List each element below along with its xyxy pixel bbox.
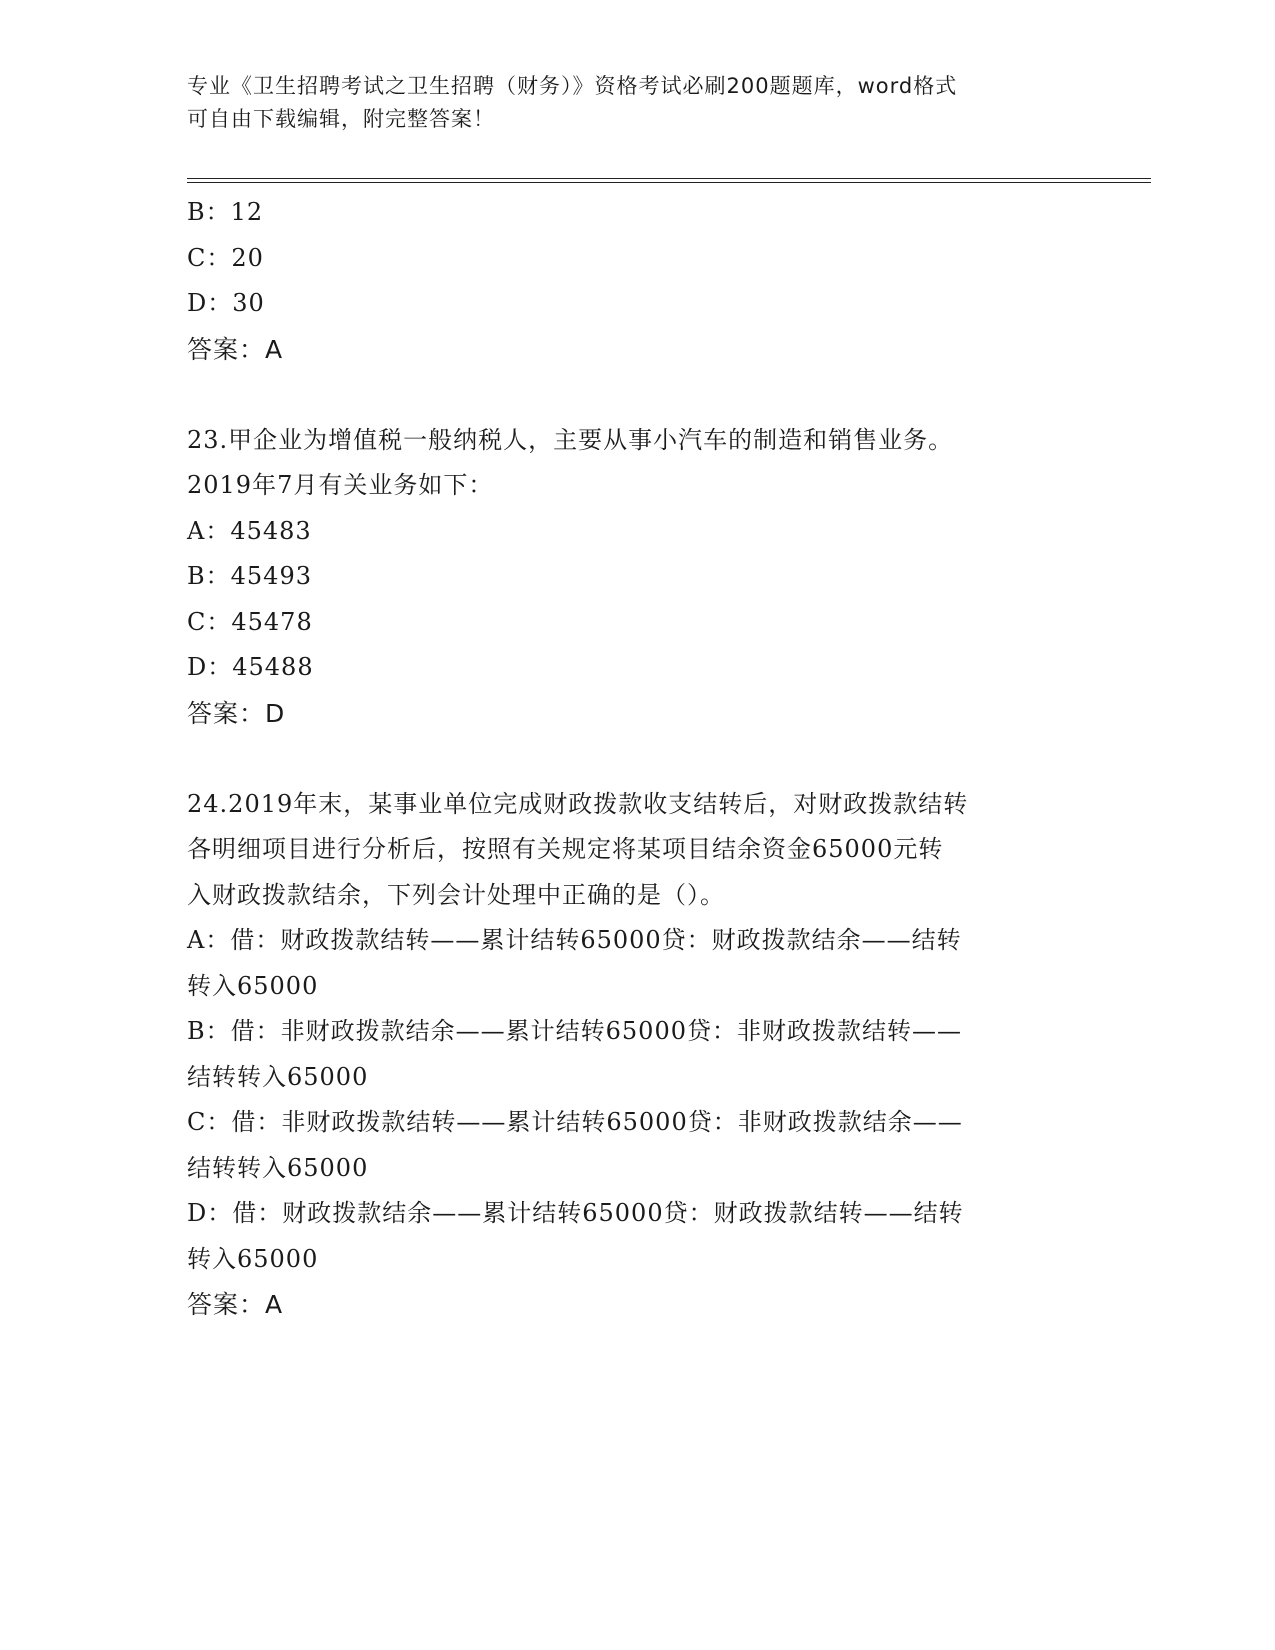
question-24-block [187, 782, 1087, 1328]
q22-answer: 答案：A [187, 334, 284, 364]
q24-answer: 答案：A [187, 1290, 284, 1319]
q23-answer: 答案：D [187, 698, 286, 728]
q24-option-d-line-2: 转入65000 [187, 1244, 319, 1273]
spacer [187, 372, 1087, 418]
q23-option-b: B：45493 [187, 562, 312, 590]
document-header [187, 70, 1067, 136]
q22-option-c: C：20 [187, 243, 264, 272]
spacer [187, 736, 1087, 782]
q22-option-d: D：30 [187, 289, 265, 317]
q24-stem-line-3: 入财政拨款结余，下列会计处理中正确的是（）。 [187, 880, 725, 909]
q24-option-b-line-2: 结转转入65000 [187, 1062, 369, 1091]
q23-option-a: A：45483 [187, 516, 312, 545]
q24-stem-line-2: 各明细项目进行分析后，按照有关规定将某项目结余资金65000元转 [187, 835, 944, 863]
q24-option-c-line-1: C：借：非财政拨款结转——累计结转65000贷：非财政拨款结余—— [187, 1108, 963, 1136]
q23-option-d: D：45488 [187, 653, 314, 681]
question-content [187, 190, 1087, 1328]
q24-option-d-line-1: D：借：财政拨款结余——累计结转65000贷：财政拨款结转——结转 [187, 1199, 964, 1227]
q24-option-b-line-1: B：借：非财政拨款结余——累计结转65000贷：非财政拨款结转—— [187, 1017, 962, 1045]
header-divider-bottom [187, 182, 1151, 183]
question-23-block [187, 418, 1087, 737]
question-22-block [187, 190, 1087, 372]
q24-option-a-line-1: A：借：财政拨款结转——累计结转65000贷：财政拨款结余——结转 [187, 926, 962, 954]
header-title-line-2: 可自由下载编辑，附完整答案！ [187, 107, 495, 131]
q24-option-a-line-2: 转入65000 [187, 971, 319, 1000]
header-title-line-1: 专业《卫生招聘考试之卫生招聘（财务）》资格考试必刷200题题库，word格式 [187, 74, 958, 98]
q23-stem-line-2: 2019年7月有关业务如下： [187, 471, 494, 499]
q23-option-c: C：45478 [187, 607, 313, 636]
q24-option-c-line-2: 结转转入65000 [187, 1153, 369, 1182]
q23-stem-line-1: 23.甲企业为增值税一般纳税人，主要从事小汽车的制造和销售业务。 [187, 425, 954, 454]
header-divider-top [187, 178, 1151, 179]
q24-stem-line-1: 24.2019年末，某事业单位完成财政拨款收支结转后，对财政拨款结转 [187, 789, 969, 818]
q22-option-b: B：12 [187, 198, 264, 226]
